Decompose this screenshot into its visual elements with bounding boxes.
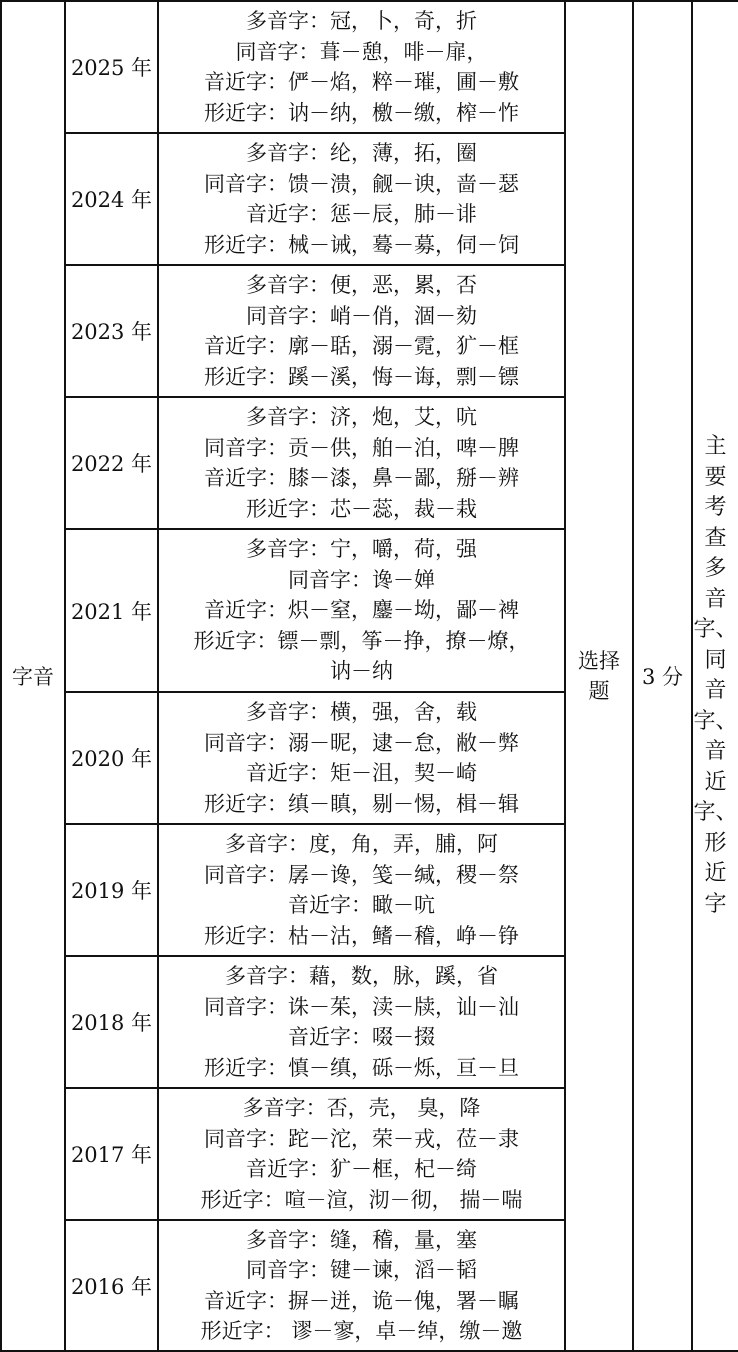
year-label: 2019 年 [70,879,153,903]
content-line: 多音字：度，角，弄，脯，阿 [225,832,498,856]
content-line: 同音字：谗－婵 [288,567,435,592]
content-line: 形近字： 谬－寥，卓－绰，缴－邀 [200,1319,523,1343]
content-cell [158,1088,565,1220]
content-cell [158,824,565,956]
question-type-label: 题 [588,679,610,703]
content-line: 同音字：诛－茱，渎－牍，讪－汕 [204,994,519,1019]
note-char: 主 [704,434,727,459]
content-line: 音近字：廓－聒，溺－霓，犷－框 [204,334,519,358]
content-line: 音近字：瞰－吭 [288,893,435,917]
content-line: 音近字：犷－框，杞－绮 [246,1157,477,1181]
note-char: 形 [704,830,727,856]
content-line: 同音字：键－谏，滔－韬 [246,1258,477,1282]
note-char: 字、 [693,708,738,734]
year-cell [65,956,158,1088]
content-cell [158,265,565,397]
year-cell [65,1,158,133]
year-label: 2023 年 [70,320,153,344]
note-char: 音 [704,586,727,612]
year-cell [65,1088,158,1220]
content-line: 同音字：贡－供，舶－泊，啤－脾 [204,435,519,460]
content-cell [158,1,565,133]
year-label: 2021 年 [70,599,153,624]
content-line: 同音字：溺－昵，逮－怠，敝－弊 [204,730,519,755]
year-cell [65,265,158,397]
content-line: 音近字：炽－窒，鏖－坳，鄙－裨 [204,598,519,623]
note-char: 字、 [693,800,738,825]
score-label: 3 分 [641,665,684,689]
content-line: 同音字：跎－沱，荣－戎，莅－隶 [204,1126,519,1151]
content-line: 音近字：啜－掇 [288,1025,435,1049]
note-cell [692,1,738,1351]
note-char: 字、 [693,617,738,642]
content-cell [158,692,565,824]
table-row [1,1,738,133]
question-type-label: 选择 [578,649,620,673]
content-line: 多音字：横，强，舍，载 [246,700,477,724]
content-line: 多音字：济，炮，艾，吭 [246,405,477,429]
content-line: 多音字：否，壳， 臭，降 [242,1096,481,1120]
content-line: 多音字：缝，稽，量，塞 [246,1227,477,1252]
content-line: 音近字：俨－焰，粹－璀，圃－敷 [204,70,519,94]
content-line: 形近字：镖－剽，筝－挣，撩－燎， [193,628,530,653]
content-line: 音近字：膝－漆，鼻－鄙，掰－辨 [204,466,519,490]
content-line: 形近字：械－诫，蓦－募，伺－饲 [204,232,519,257]
note-char: 音 [704,678,727,703]
note-char: 近 [704,861,727,886]
content-line: 形近字：枯－沽，鳍－稽，峥－铮 [204,923,519,948]
content-cell [158,956,565,1088]
content-line: 多音字：便，恶，累，否 [246,273,477,297]
year-label: 2018 年 [70,1011,153,1035]
content-line: 形近字：缜－瞋，剔－惕，楫－辑 [204,791,519,816]
year-label: 2025 年 [70,56,153,80]
note-char: 音 [704,739,727,764]
content-cell [158,1220,565,1351]
year-label: 2020 年 [70,747,153,771]
year-cell [65,529,158,692]
note-char: 查 [704,525,727,551]
year-cell [65,133,158,265]
content-line: 形近字：蹊－溪，悔－诲，剽－镖 [204,364,519,389]
content-line: 音近字：惩－辰，肺－诽 [246,202,477,226]
year-label: 2016 年 [70,1274,153,1299]
note-char: 考 [704,495,727,520]
content-cell [158,529,565,692]
content-line: 同音字：馈－溃，觎－谀，啬－瑟 [204,171,519,196]
note-char: 要 [704,464,727,490]
note-char: 多 [704,556,727,581]
topic-label: 字音 [12,665,54,689]
note-char: 同 [704,647,727,673]
year-cell [65,1220,158,1351]
content-line: 多音字：纶，薄，拓，圈 [246,141,477,165]
content-line: 多音字：宁，嚼，荷，强 [246,537,477,562]
content-line: 形近字：慎－缜，砾－烁，亘－旦 [204,1055,519,1080]
year-label: 2022 年 [70,452,153,476]
question-type-cell [565,1,633,1351]
content-line: 同音字：孱－谗，笺－缄，稷－祭 [204,862,519,887]
content-line: 形近字：讷－纳，檄－缴，榨－怍 [204,100,519,125]
year-cell [65,692,158,824]
score-cell [633,1,692,1351]
year-label: 2024 年 [70,188,153,212]
content-line: 同音字：峭－俏，涸－劾 [246,303,477,328]
content-line: 形近字：喧－渲，沏－彻， 揣－喘 [200,1187,523,1212]
topic-cell [1,1,65,1351]
content-cell [158,397,565,529]
content-line: 音近字：矩－沮，契－崎 [246,761,477,785]
note-char: 字 [704,891,727,917]
content-line: 形近字：芯－蕊，裁－栽 [246,496,477,521]
year-cell [65,824,158,956]
year-label: 2017 年 [70,1143,153,1167]
content-cell [158,133,565,265]
content-line: 多音字：藉，数，脉，蹊，省 [225,964,498,988]
content-line: 音近字：摒－迸，诡－傀，署－瞩 [204,1288,519,1313]
year-cell [65,397,158,529]
note-char: 近 [704,769,727,795]
content-line: 同音字：葺－憩，啡－扉， [235,39,488,64]
content-line: 讷－纳 [330,659,393,684]
content-line: 多音字：冠，卜，奇，折 [246,9,477,33]
